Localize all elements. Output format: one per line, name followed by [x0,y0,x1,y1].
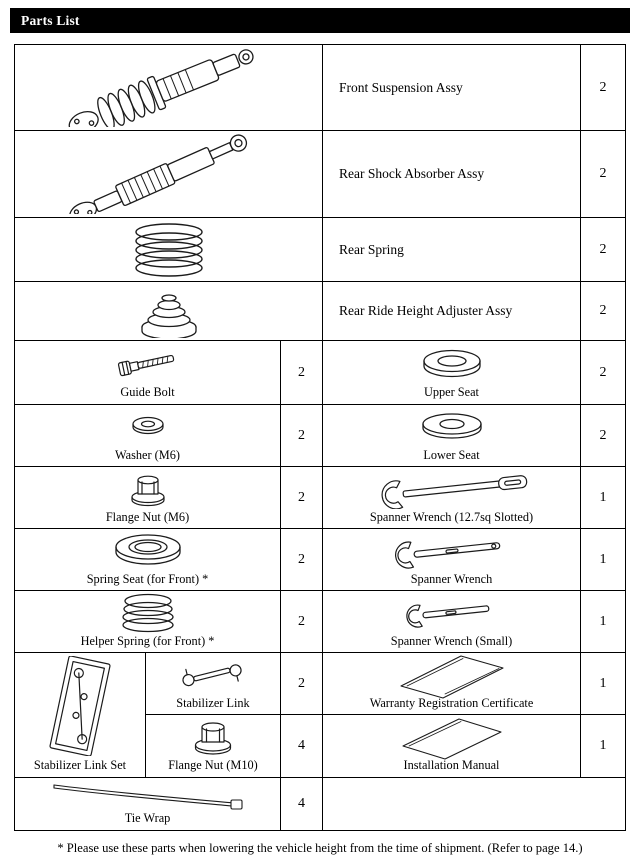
part-cell [15,778,281,831]
part-qty: 4 [281,778,323,831]
lower-seat-icon [410,409,494,445]
part-qty: 1 [581,467,626,529]
table-row [15,341,626,405]
rear-shock-absorber-icon [51,134,287,214]
part-name: Front Suspension Assy [323,45,581,131]
empty-cell [323,778,626,831]
table-row [15,591,626,653]
part-cell [15,529,281,591]
part-label: Guide Bolt [120,384,175,399]
part-image-cell [15,131,323,218]
table-row [15,218,626,282]
part-qty: 4 [281,715,323,778]
part-qty: 1 [581,529,626,591]
part-label: Flange Nut (M10) [168,758,258,772]
guide-bolt-icon [113,349,183,379]
part-cell [146,653,281,715]
part-label: Helper Spring (for Front) * [80,633,215,648]
upper-seat-icon [412,345,492,383]
part-image-cell [15,282,323,341]
parts-table [14,44,626,831]
part-cell [323,653,581,715]
part-label: Stabilizer Link [176,695,250,710]
spanner-wrench-icon [382,532,522,570]
part-name: Rear Ride Height Adjuster Assy [323,282,581,341]
part-label: Installation Manual [403,758,500,772]
section-header [10,8,630,33]
tie-wrap-icon [48,780,248,810]
stabilizer-set-cell [15,653,146,778]
part-label: Spanner Wrench [410,571,493,586]
part-qty: 2 [281,341,323,405]
stabilizer-link-icon [174,658,252,692]
table-row [15,45,626,131]
table-row [15,467,626,529]
part-qty: 2 [581,45,626,131]
installation-manual-icon [387,712,517,762]
part-qty: 2 [581,218,626,282]
page-title: Parts List [21,12,80,28]
part-name: Rear Shock Absorber Assy [323,131,581,218]
part-qty: 2 [281,591,323,653]
part-qty: 1 [581,715,626,778]
part-cell [146,715,281,778]
part-qty: 1 [581,591,626,653]
table-row [15,131,626,218]
part-label: Spring Seat (for Front) * [86,571,209,586]
table-row [15,529,626,591]
part-label: Warranty Registration Certificate [369,695,534,710]
part-qty: 2 [281,653,323,715]
part-qty: 2 [581,341,626,405]
part-cell [15,591,281,653]
front-suspension-icon [51,49,287,127]
rear-spring-icon [114,221,224,279]
ride-height-adjuster-icon [127,284,211,338]
spanner-wrench-small-icon [396,596,508,630]
footnote: * Please use these parts when lowering the vehicle height from the time of shipment. (Refer to page 14.) [57,841,583,855]
part-label: Tie Wrap [124,811,171,825]
part-image-cell [15,45,323,131]
part-qty: 2 [281,405,323,467]
part-name: Rear Spring [323,218,581,282]
table-row [15,282,626,341]
part-label: Spanner Wrench (Small) [390,633,513,648]
part-image-cell [15,218,323,282]
part-qty: 2 [281,529,323,591]
part-label: Washer (M6) [115,447,180,462]
part-label: Stabilizer Link Set [33,757,127,772]
part-qty: 2 [581,131,626,218]
flange-nut-m6-icon [120,470,176,508]
washer-icon [126,414,170,440]
part-cell [323,591,581,653]
part-qty: 1 [581,653,626,715]
part-cell [323,529,581,591]
flange-nut-m10-icon [183,717,243,757]
part-qty: 2 [581,282,626,341]
part-label: Lower Seat [423,447,480,462]
part-cell [323,467,581,529]
part-qty: 2 [581,405,626,467]
part-qty: 2 [281,467,323,529]
part-cell [15,405,281,467]
spring-seat-icon [102,531,194,571]
spanner-wrench-slotted-icon [367,469,537,509]
part-cell [323,715,581,778]
part-cell [15,467,281,529]
part-label: Upper Seat [424,384,479,399]
part-label: Spanner Wrench (12.7sq Slotted) [369,509,534,524]
table-row [15,653,626,715]
warranty-certificate-icon [387,650,517,700]
part-cell [323,341,581,405]
part-label: Flange Nut (M6) [105,509,190,524]
part-cell [15,341,281,405]
part-cell [323,405,581,467]
helper-spring-icon [108,592,188,634]
table-row [15,778,626,831]
stabilizer-link-set-icon [34,656,126,756]
table-row [15,405,626,467]
